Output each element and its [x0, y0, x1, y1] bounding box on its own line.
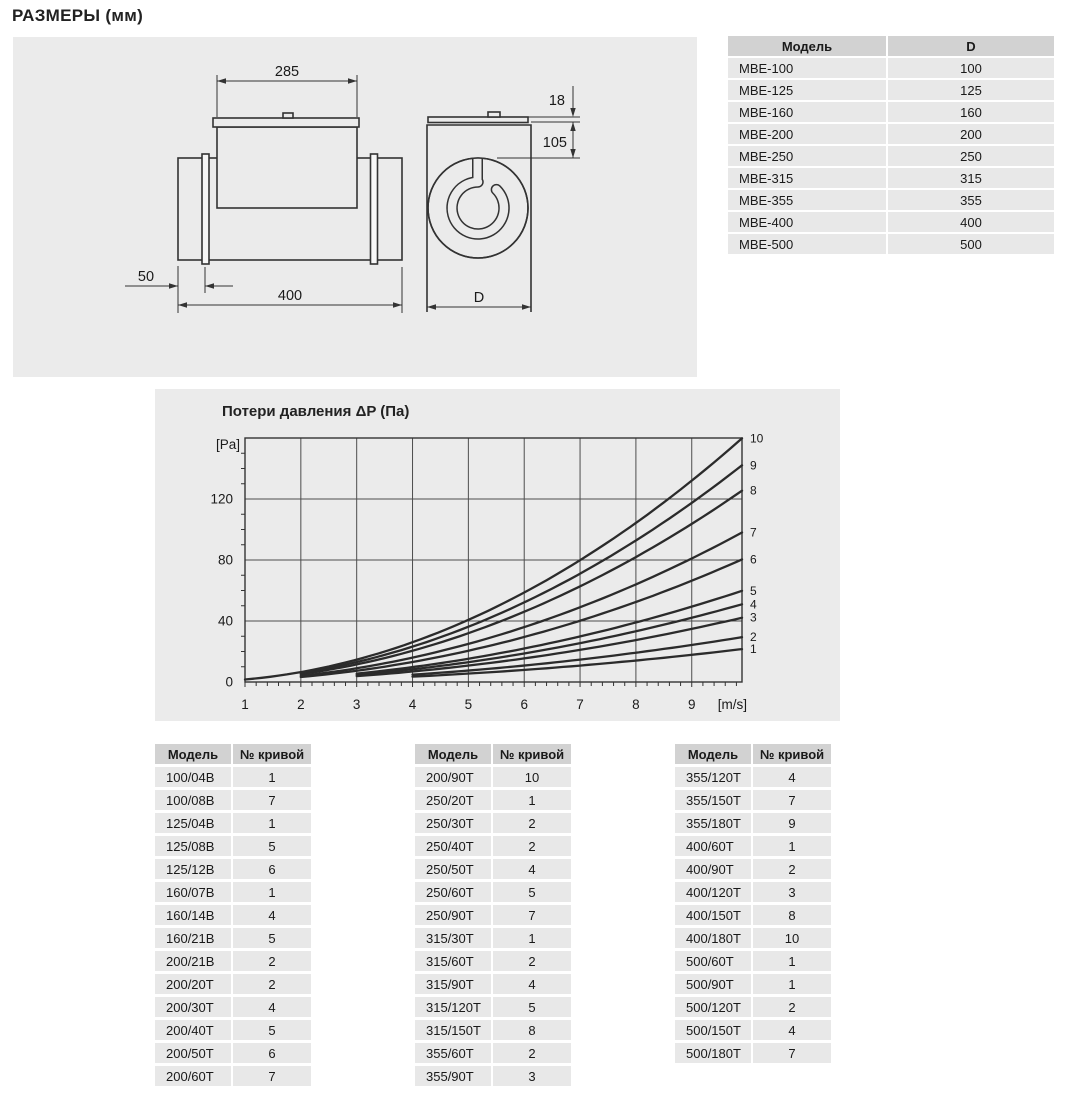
model-cell: 315/30T: [415, 928, 491, 948]
table-row: [675, 859, 831, 879]
dim-label-18: 18: [548, 93, 565, 109]
value-cell: 2: [493, 813, 571, 833]
value-cell: 4: [753, 767, 831, 787]
model-cell: 250/60T: [415, 882, 491, 902]
page-title: РАЗМЕРЫ (мм): [12, 6, 144, 25]
column-header-curve: № кривой: [233, 744, 311, 764]
column-header-curve: № кривой: [493, 744, 571, 764]
value-cell: 2: [493, 951, 571, 971]
model-cell: MBE-200: [728, 124, 886, 144]
model-cell: 355/120T: [675, 767, 751, 787]
table-row: [675, 974, 831, 994]
table-row: [155, 951, 311, 971]
value-cell: 1: [753, 836, 831, 856]
model-cell: 200/60T: [155, 1066, 231, 1086]
table-row: [415, 836, 571, 856]
curve-table-1: [153, 741, 313, 1089]
value-cell: 5: [233, 928, 311, 948]
model-cell: 200/50T: [155, 1043, 231, 1063]
value-cell: 5: [233, 836, 311, 856]
pressure-loss-chart-panel: [155, 389, 840, 721]
model-cell: 400/150T: [675, 905, 751, 925]
curve-9: [301, 465, 742, 673]
value-cell: 250: [888, 146, 1054, 166]
value-cell: 355: [888, 190, 1054, 210]
table-row: [415, 790, 571, 810]
column-header-model: Модель: [415, 744, 491, 764]
table-row: [675, 928, 831, 948]
curve-label-2: 2: [750, 630, 757, 645]
model-cell: 400/60T: [675, 836, 751, 856]
value-cell: 4: [233, 905, 311, 925]
value-cell: 1: [753, 951, 831, 971]
x-tick-label-2: 2: [297, 697, 305, 712]
value-cell: 8: [493, 1020, 571, 1040]
model-cell: 200/20T: [155, 974, 231, 994]
model-cell: MBE-125: [728, 80, 886, 100]
x-tick-label-4: 4: [408, 697, 417, 712]
x-tick-label-7: 7: [576, 697, 584, 712]
curve-label-9: 9: [750, 458, 757, 473]
table-row: [728, 168, 1054, 188]
table-row: [415, 859, 571, 879]
value-cell: 2: [233, 974, 311, 994]
model-cell: MBE-100: [728, 58, 886, 78]
table-row: [675, 1020, 831, 1040]
table-row: [415, 813, 571, 833]
model-cell: 200/30T: [155, 997, 231, 1017]
value-cell: 125: [888, 80, 1054, 100]
dim-label-D: D: [473, 290, 485, 306]
table-row: [155, 767, 311, 787]
value-cell: 5: [233, 1020, 311, 1040]
value-cell: 315: [888, 168, 1054, 188]
flange-right: [371, 154, 378, 264]
table-row: [728, 80, 1054, 100]
model-cell: 500/120T: [675, 997, 751, 1017]
table-row: [415, 1020, 571, 1040]
x-tick-label-8: 8: [632, 697, 640, 712]
value-cell: 9: [753, 813, 831, 833]
curve-label-5: 5: [750, 583, 757, 598]
table-row: [415, 905, 571, 925]
value-cell: 100: [888, 58, 1054, 78]
table-row: [728, 58, 1054, 78]
table-row: [155, 813, 311, 833]
value-cell: 1: [753, 974, 831, 994]
model-cell: 355/60T: [415, 1043, 491, 1063]
table-row: [728, 234, 1054, 254]
value-cell: 4: [493, 859, 571, 879]
model-cell: 125/08B: [155, 836, 231, 856]
table-row: [155, 905, 311, 925]
value-cell: 3: [753, 882, 831, 902]
table-row: [155, 790, 311, 810]
model-cell: 400/90T: [675, 859, 751, 879]
value-cell: 7: [753, 1043, 831, 1063]
model-cell: 250/90T: [415, 905, 491, 925]
model-cell: MBE-500: [728, 234, 886, 254]
table-row: [728, 190, 1054, 210]
x-tick-label-3: 3: [352, 697, 361, 712]
model-cell: 125/04B: [155, 813, 231, 833]
column-header-model: Модель: [155, 744, 231, 764]
model-cell: MBE-250: [728, 146, 886, 166]
value-cell: 7: [753, 790, 831, 810]
model-cell: 500/90T: [675, 974, 751, 994]
table-row: [415, 1043, 571, 1063]
model-cell: 355/150T: [675, 790, 751, 810]
table-row: [728, 146, 1054, 166]
table-row: [155, 1066, 311, 1086]
table-row: [415, 974, 571, 994]
table-row: [155, 997, 311, 1017]
x-axis-unit-label: [m/s]: [717, 697, 747, 712]
flange-left: [202, 154, 209, 264]
model-cell: 315/60T: [415, 951, 491, 971]
terminal-box: [217, 127, 357, 208]
table-row: [675, 790, 831, 810]
value-cell: 1: [493, 928, 571, 948]
curve-table-2: [413, 741, 573, 1089]
table-row: [675, 767, 831, 787]
model-cell: 250/20T: [415, 790, 491, 810]
value-cell: 4: [753, 1020, 831, 1040]
value-cell: 1: [493, 790, 571, 810]
table-row: [415, 928, 571, 948]
dim-label-105: 105: [542, 135, 567, 151]
table-row: [155, 974, 311, 994]
value-cell: 400: [888, 212, 1054, 232]
dim-label-50: 50: [137, 269, 155, 285]
model-cell: 315/120T: [415, 997, 491, 1017]
model-cell: 200/90T: [415, 767, 491, 787]
model-cell: 400/180T: [675, 928, 751, 948]
value-cell: 160: [888, 102, 1054, 122]
model-cell: 400/120T: [675, 882, 751, 902]
model-cell: 355/180T: [675, 813, 751, 833]
model-cell: 160/14B: [155, 905, 231, 925]
value-cell: 5: [493, 882, 571, 902]
value-cell: 200: [888, 124, 1054, 144]
value-cell: 500: [888, 234, 1054, 254]
table-row: [415, 951, 571, 971]
y-tick-label-40: 40: [217, 613, 233, 629]
curve-label-6: 6: [750, 552, 757, 567]
pressure-loss-chart: [155, 389, 840, 721]
value-cell: 1: [233, 767, 311, 787]
table-row: [675, 836, 831, 856]
model-cell: 160/07B: [155, 882, 231, 902]
model-cell: 250/40T: [415, 836, 491, 856]
y-tick-label-0: 0: [225, 674, 233, 690]
front-lid: [428, 117, 528, 123]
model-cell: 315/90T: [415, 974, 491, 994]
value-cell: 5: [493, 997, 571, 1017]
column-header-d: D: [888, 36, 1054, 56]
table-header-row: [415, 744, 571, 764]
model-cell: 355/90T: [415, 1066, 491, 1086]
x-tick-label-5: 5: [464, 697, 473, 712]
chart-title: Потери давления ΔP (Па): [222, 403, 410, 420]
dimensions-drawing-panel: [13, 37, 697, 377]
model-cell: 100/04B: [155, 767, 231, 787]
value-cell: 1: [233, 882, 311, 902]
table-row: [675, 813, 831, 833]
axis-ticks: [241, 453, 736, 687]
value-cell: 2: [493, 836, 571, 856]
curve-label-1: 1: [750, 642, 757, 657]
value-cell: 7: [233, 1066, 311, 1086]
dim-label-285: 285: [274, 64, 300, 80]
x-tick-label-9: 9: [687, 697, 696, 712]
curve-label-10: 10: [750, 431, 764, 446]
model-cell: 100/08B: [155, 790, 231, 810]
value-cell: 10: [493, 767, 571, 787]
column-header-model: Модель: [675, 744, 751, 764]
value-cell: 2: [493, 1043, 571, 1063]
curve-label-8: 8: [750, 483, 757, 498]
table-header-row: [675, 744, 831, 764]
dim-label-400: 400: [277, 288, 303, 304]
value-cell: 4: [493, 974, 571, 994]
table-row: [155, 836, 311, 856]
table-row: [728, 124, 1054, 144]
table-row: [155, 882, 311, 902]
y-axis-unit-label: [Pa]: [215, 437, 240, 452]
model-cell: 250/30T: [415, 813, 491, 833]
model-cell: 125/12B: [155, 859, 231, 879]
table-header-row: [155, 744, 311, 764]
model-cell: 500/150T: [675, 1020, 751, 1040]
model-cell: MBE-315: [728, 168, 886, 188]
value-cell: 7: [493, 905, 571, 925]
curve-label-7: 7: [750, 525, 757, 540]
chart-curves: [245, 438, 742, 679]
box-lid: [213, 118, 359, 127]
value-cell: 1: [233, 813, 311, 833]
value-cell: 8: [753, 905, 831, 925]
value-cell: 2: [753, 859, 831, 879]
table-row: [155, 928, 311, 948]
table-row: [415, 882, 571, 902]
curve-label-3: 3: [750, 610, 757, 625]
curve-label-4: 4: [750, 597, 757, 612]
table-row: [675, 905, 831, 925]
curve-table-3: [673, 741, 833, 1066]
column-header-curve: № кривой: [753, 744, 831, 764]
x-tick-label-6: 6: [520, 697, 528, 712]
model-cell: 315/150T: [415, 1020, 491, 1040]
technical-drawing: [13, 37, 697, 377]
model-cell: 160/21B: [155, 928, 231, 948]
table-row: [155, 859, 311, 879]
lid-handle: [283, 113, 293, 118]
value-cell: 6: [233, 1043, 311, 1063]
curve-number-labels: [750, 431, 764, 656]
table-row: [415, 767, 571, 787]
table-row: [728, 102, 1054, 122]
model-cell: 200/21B: [155, 951, 231, 971]
table-row: [675, 1043, 831, 1063]
y-tick-label-80: 80: [217, 552, 233, 568]
model-cell: 500/60T: [675, 951, 751, 971]
value-cell: 2: [753, 997, 831, 1017]
value-cell: 2: [233, 951, 311, 971]
column-header-model: Модель: [728, 36, 886, 56]
table-header-row: [728, 36, 1054, 56]
y-tick-label-120: 120: [210, 491, 233, 507]
x-tick-label-1: 1: [241, 697, 249, 712]
table-row: [415, 997, 571, 1017]
value-cell: 3: [493, 1066, 571, 1086]
model-cell: 200/40T: [155, 1020, 231, 1040]
table-row: [675, 997, 831, 1017]
value-cell: 7: [233, 790, 311, 810]
model-cell: MBE-355: [728, 190, 886, 210]
model-cell: MBE-160: [728, 102, 886, 122]
value-cell: 6: [233, 859, 311, 879]
front-lid-handle: [488, 112, 500, 117]
table-row: [415, 1066, 571, 1086]
value-cell: 4: [233, 997, 311, 1017]
table-row: [155, 1020, 311, 1040]
curve-10: [245, 438, 742, 679]
model-cell: MBE-400: [728, 212, 886, 232]
table-row: [155, 1043, 311, 1063]
curve-4: [357, 604, 742, 675]
table-row: [728, 212, 1054, 232]
model-cell: 500/180T: [675, 1043, 751, 1063]
table-row: [675, 951, 831, 971]
value-cell: 10: [753, 928, 831, 948]
table-row: [675, 882, 831, 902]
model-diameter-table: [726, 34, 1056, 256]
model-cell: 250/50T: [415, 859, 491, 879]
